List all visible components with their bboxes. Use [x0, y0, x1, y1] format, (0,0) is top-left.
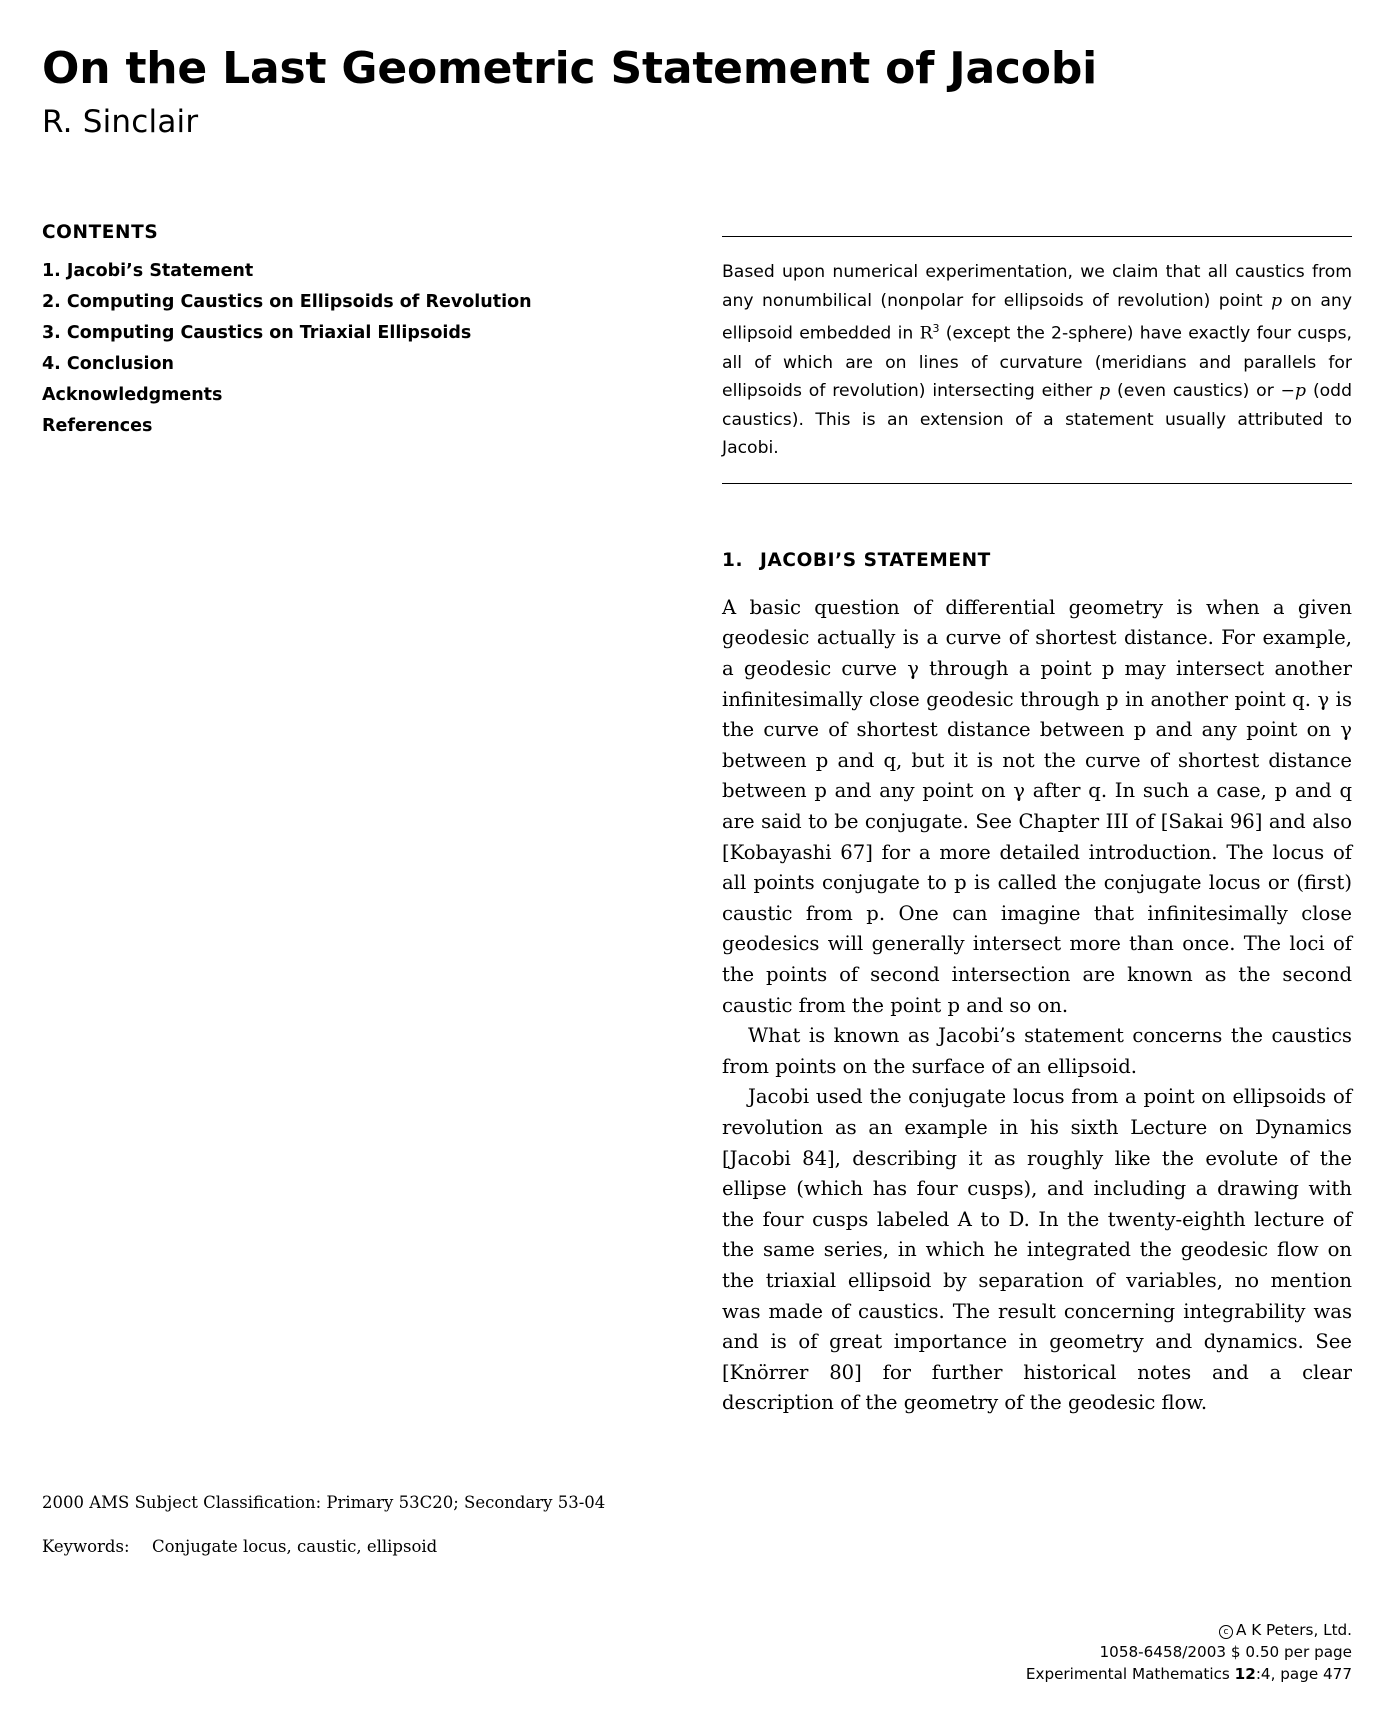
- contents-item-2[interactable]: 2. Computing Caustics on Ellipsoids of Revolution: [42, 292, 532, 312]
- page-footer: [712, 1619, 1352, 1685]
- copyright-icon: c: [1219, 1625, 1233, 1639]
- footer-journal: Experimental Mathematics: [1025, 1665, 1230, 1683]
- contents-list: [42, 256, 602, 442]
- footer-volume: 12: [1234, 1665, 1256, 1683]
- section-1-paragraph-2: What is known as Jacobi’s statement concerns the caustics from points on the surface of an ellipsoid.: [722, 1024, 1352, 1078]
- footer-issn-line: 1058-6458/2003 $ 0.50 per page: [1099, 1643, 1352, 1661]
- footer-journal-line: [712, 1663, 1352, 1685]
- section-1-paragraph-1: A basic question of differential geometry is when a given geodesic actually is a curve of shortest distance. For example, a geodesic curve γ through a point p may intersect another infinitesimally close geodesic through p in another point q. γ is the curve of shortest distance between p and any point on γ between p and q, but it is not the curve of shortest distance between p and any point on γ after q. In such a case, p and q are said to be conjugate. See Chapter III of [Sakai 96] and also [Kobayashi 67] for a more detailed introduction. The locus of all points conjugate to p is called the conjugate locus or (first) caustic from p. One can imagine that infinitesimally close geodesics will generally intersect more than once. The loci of the points of second intersection are known as the second caustic from the point p and so on.: [722, 595, 1352, 1017]
- abstract-var-p2: p: [1099, 381, 1111, 402]
- abstract-rule-bottom: [722, 483, 1352, 484]
- main-column: [722, 236, 1352, 1419]
- keywords-label: Keywords:: [42, 1537, 130, 1556]
- abstract-part-3: (except the 2-sphere) have exactly four cusps, all of which are on lines of curvature (meridians and parallels for ellipsoids of revolution) intersecting either: [722, 323, 1353, 402]
- page-title: On the Last Geometric Statement of Jacobi: [42, 43, 1098, 95]
- section-1-title: JACOBI’S STATEMENT: [760, 549, 991, 571]
- keywords-row: [42, 1536, 662, 1558]
- contents-item-1[interactable]: 1. Jacobi’s Statement: [42, 261, 254, 281]
- contents-item-3[interactable]: 3. Computing Caustics on Triaxial Ellipsoids: [42, 323, 472, 343]
- abstract-var-p1: p: [1271, 290, 1283, 311]
- contents-item-4[interactable]: 4. Conclusion: [42, 354, 174, 374]
- keywords-value: Conjugate locus, caustic, ellipsoid: [152, 1537, 438, 1556]
- contents-item-references[interactable]: References: [42, 416, 153, 436]
- author-name: R. Sinclair: [42, 104, 199, 140]
- abstract-var-p3: −p: [1280, 381, 1307, 402]
- paper-metadata: [42, 1492, 662, 1558]
- contents-heading: CONTENTS: [42, 222, 159, 243]
- section-1-paragraph-3: Jacobi used the conjugate locus from a point on ellipsoids of revolution as an example in his sixth Lecture on Dynamics [Jacobi 84], describing it as roughly like the evolute of the ellipse (which has four cusps), and including a drawing with the four cusps labeled A to D. In the twenty-eighth lecture of the same series, in which he integrated the geodesic flow on the triaxial ellipsoid by separation of variables, no mention was made of caustics. The result concerning integrability was and is of great importance in geometry and dynamics. See [Knörrer 80] for further historical notes and a clear description of the geometry of the geodesic flow.: [722, 1085, 1352, 1415]
- contents-item-acknowledgments[interactable]: Acknowledgments: [42, 385, 223, 405]
- abstract-space-symbol: R: [919, 323, 933, 344]
- abstract-part-2: on any ellipsoid embedded in: [722, 290, 1353, 344]
- abstract-rule-top: [722, 236, 1352, 237]
- abstract-part-4: (even caustics) or: [1110, 381, 1281, 402]
- abstract-text: [722, 258, 1352, 463]
- abstract-part-5: (odd caustics). This is an extension of a statement usually attributed to Jacobi.: [722, 381, 1352, 459]
- ams-classification: 2000 AMS Subject Classification: Primary 53C20; Secondary 53-04: [42, 1493, 606, 1512]
- footer-publisher-line: [712, 1619, 1352, 1641]
- abstract-space-exponent: 3: [932, 322, 940, 336]
- footer-publisher: A K Peters, Ltd.: [1236, 1621, 1352, 1639]
- contents-panel: [42, 222, 602, 442]
- section-1-number: 1.: [722, 549, 744, 571]
- section-1-heading: [722, 550, 1352, 571]
- footer-issue-page: :4, page 477: [1255, 1665, 1352, 1683]
- abstract-part-1: Based upon numerical experimentation, we claim that all caustics from any nonumbilical (nonpolar for ellipsoids of revolution) point: [722, 262, 1352, 311]
